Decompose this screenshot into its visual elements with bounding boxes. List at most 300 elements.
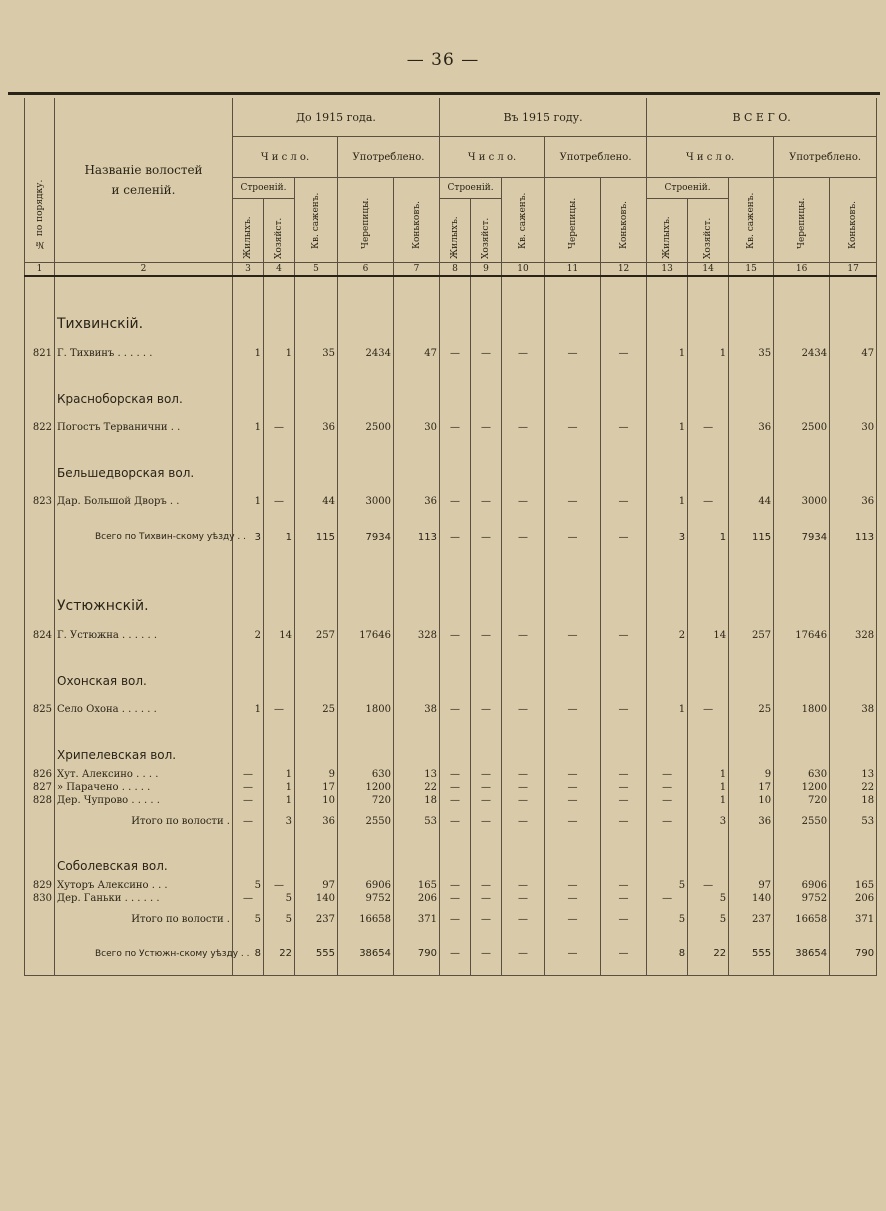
column-number: 11 [545, 263, 601, 277]
value-cell: 5 [688, 905, 729, 933]
sub-header: Коньковъ. [601, 178, 647, 263]
value-cell: — [545, 412, 601, 442]
page-number: — 36 — [406, 50, 480, 70]
settlement-name: Дар. Большой Дворъ . . [55, 486, 233, 516]
value-cell: — [601, 516, 647, 558]
empty-cell [295, 558, 338, 620]
column-number: 14 [688, 263, 729, 277]
value-cell: 38654 [338, 933, 394, 975]
empty-cell [729, 442, 774, 486]
empty-cell [394, 650, 440, 694]
empty-cell [471, 724, 502, 768]
empty-cell [830, 835, 877, 879]
value-cell: — [264, 486, 295, 516]
empty-cell [471, 276, 502, 338]
table-row [25, 620, 877, 650]
value-cell: 22 [688, 933, 729, 975]
empty-cell [295, 442, 338, 486]
value-cell: 36 [830, 486, 877, 516]
column-number: 9 [471, 263, 502, 277]
empty-cell [830, 650, 877, 694]
empty-cell [264, 558, 295, 620]
value-cell: — [601, 807, 647, 835]
value-cell: — [545, 933, 601, 975]
subtotal-row [25, 905, 877, 933]
value-cell: 30 [394, 412, 440, 442]
value-cell: 30 [830, 412, 877, 442]
value-cell: 237 [729, 905, 774, 933]
value-cell: — [601, 412, 647, 442]
empty-cell [440, 276, 471, 338]
value-cell: 36 [394, 486, 440, 516]
value-cell: — [688, 879, 729, 892]
value-cell: — [471, 892, 502, 905]
empty-cell [233, 650, 264, 694]
empty-cell [471, 650, 502, 694]
upotrebleno-header: Употреблено. [545, 137, 647, 178]
empty-cell [774, 650, 830, 694]
empty-cell [338, 650, 394, 694]
value-cell: — [233, 794, 264, 807]
value-cell: — [471, 694, 502, 724]
table-row [25, 794, 877, 807]
empty-cell [394, 558, 440, 620]
empty-cell [440, 558, 471, 620]
value-cell: — [601, 768, 647, 781]
value-cell: 1 [647, 694, 688, 724]
empty-cell [295, 368, 338, 412]
value-cell: 5 [647, 905, 688, 933]
column-number: 5 [295, 263, 338, 277]
value-cell: — [502, 338, 545, 368]
empty-cell [647, 724, 688, 768]
empty-cell [830, 442, 877, 486]
empty-cell [601, 276, 647, 338]
empty-cell [729, 650, 774, 694]
value-cell: — [440, 516, 471, 558]
stroeniy-header: Строеній. [440, 178, 502, 199]
group-header-before-1915: До 1915 года. [233, 98, 440, 137]
table-row [25, 412, 877, 442]
value-cell: — [440, 933, 471, 975]
row-index [25, 905, 55, 933]
value-cell: 25 [729, 694, 774, 724]
empty-cell [830, 368, 877, 412]
value-cell: — [688, 486, 729, 516]
row-index: 828 [25, 794, 55, 807]
column-number: 2 [55, 263, 233, 277]
index-column-header: № по порядку. [25, 98, 55, 263]
settlement-name: Дер. Чупрово . . . . . [55, 794, 233, 807]
value-cell: — [601, 694, 647, 724]
value-cell: 7934 [338, 516, 394, 558]
value-cell: 1 [688, 768, 729, 781]
value-cell: 44 [729, 486, 774, 516]
value-cell: 8 [647, 933, 688, 975]
value-cell: — [440, 694, 471, 724]
value-cell: 13 [830, 768, 877, 781]
value-cell: 2 [233, 620, 264, 650]
upotrebleno-header: Употреблено. [774, 137, 877, 178]
sub-header: Кв. саженъ. [729, 178, 774, 263]
row-index: 822 [25, 412, 55, 442]
group-header-in-1915: Въ 1915 году. [440, 98, 647, 137]
value-cell: 2434 [338, 338, 394, 368]
empty-cell [502, 442, 545, 486]
empty-cell [440, 368, 471, 412]
empty-cell [601, 558, 647, 620]
value-cell: — [233, 892, 264, 905]
value-cell: 790 [830, 933, 877, 975]
value-cell: 2500 [338, 412, 394, 442]
value-cell: 3 [264, 807, 295, 835]
value-cell: 113 [830, 516, 877, 558]
empty-cell [338, 442, 394, 486]
sub-header: Жилыхъ. [233, 199, 264, 263]
empty-cell [233, 835, 264, 879]
value-cell: 44 [295, 486, 338, 516]
settlement-name: Хуторъ Алексино . . . [55, 879, 233, 892]
table-row [25, 892, 877, 905]
value-cell: 1 [688, 794, 729, 807]
value-cell: 2550 [774, 807, 830, 835]
subtotal-row [25, 807, 877, 835]
table-row [25, 486, 877, 516]
uezd-total-label: Всего по Тихвин-скому уѣзду . . [55, 516, 233, 558]
sub-header: Коньковъ. [394, 178, 440, 263]
value-cell: 115 [729, 516, 774, 558]
value-cell: — [601, 794, 647, 807]
empty-cell [25, 558, 55, 620]
empty-cell [774, 558, 830, 620]
value-cell: 237 [295, 905, 338, 933]
value-cell: 35 [295, 338, 338, 368]
empty-cell [394, 835, 440, 879]
value-cell: 257 [295, 620, 338, 650]
value-cell: — [545, 807, 601, 835]
column-number: 8 [440, 263, 471, 277]
value-cell: — [601, 933, 647, 975]
stroeniy-header: Строеній. [647, 178, 729, 199]
value-cell: 371 [394, 905, 440, 933]
row-index: 830 [25, 892, 55, 905]
column-number: 4 [264, 263, 295, 277]
value-cell: 3000 [338, 486, 394, 516]
value-cell: — [471, 905, 502, 933]
empty-cell [601, 835, 647, 879]
empty-cell [440, 724, 471, 768]
value-cell: 790 [394, 933, 440, 975]
value-cell: 1 [233, 412, 264, 442]
total-row [25, 933, 877, 975]
volost-subtotal-label: Итого по волости . [55, 807, 233, 835]
empty-cell [502, 276, 545, 338]
column-number-row [25, 263, 877, 277]
value-cell: — [545, 781, 601, 794]
stroeniy-header: Строеній. [233, 178, 295, 199]
volost-heading: Охонская вол. [55, 650, 233, 694]
empty-cell [25, 442, 55, 486]
empty-cell [647, 835, 688, 879]
empty-cell [394, 368, 440, 412]
sub-header: Черепицы. [338, 178, 394, 263]
empty-cell [830, 276, 877, 338]
empty-cell [545, 835, 601, 879]
empty-cell [338, 558, 394, 620]
total-row [25, 516, 877, 558]
value-cell: 10 [295, 794, 338, 807]
empty-cell [233, 558, 264, 620]
value-cell: 14 [264, 620, 295, 650]
empty-cell [774, 368, 830, 412]
empty-cell [774, 724, 830, 768]
value-cell: 1200 [338, 781, 394, 794]
chislo-header: Ч и с л о. [233, 137, 338, 178]
empty-cell [264, 724, 295, 768]
value-cell: — [471, 486, 502, 516]
value-cell: 206 [830, 892, 877, 905]
value-cell: 17646 [338, 620, 394, 650]
value-cell: 25 [295, 694, 338, 724]
value-cell: 53 [830, 807, 877, 835]
value-cell: 22 [264, 933, 295, 975]
empty-cell [545, 368, 601, 412]
sub-header: Кв. саженъ. [502, 178, 545, 263]
empty-cell [233, 368, 264, 412]
value-cell: 2550 [338, 807, 394, 835]
value-cell: — [502, 516, 545, 558]
value-cell: 555 [295, 933, 338, 975]
group-header-total: В С Е Г О. [647, 98, 877, 137]
value-cell: 1 [688, 516, 729, 558]
empty-cell [471, 835, 502, 879]
vol-row [25, 724, 877, 768]
empty-cell [601, 724, 647, 768]
value-cell: — [647, 807, 688, 835]
empty-cell [295, 835, 338, 879]
empty-cell [264, 276, 295, 338]
settlement-name: Дер. Ганьки . . . . . . [55, 892, 233, 905]
value-cell: — [471, 807, 502, 835]
empty-cell [233, 276, 264, 338]
empty-cell [338, 835, 394, 879]
value-cell: — [601, 620, 647, 650]
settlement-name: Хут. Алексино . . . . [55, 768, 233, 781]
empty-cell [502, 368, 545, 412]
value-cell: 720 [338, 794, 394, 807]
value-cell: 7934 [774, 516, 830, 558]
empty-cell [601, 368, 647, 412]
value-cell: — [471, 412, 502, 442]
empty-cell [25, 368, 55, 412]
chislo-header: Ч и с л о. [440, 137, 545, 178]
value-cell: — [264, 879, 295, 892]
uezd-row [25, 558, 877, 620]
value-cell: 22 [394, 781, 440, 794]
value-cell: — [502, 486, 545, 516]
column-number: 7 [394, 263, 440, 277]
uezd-total-label: Всего по Устюжн-скому уѣзду . . [55, 933, 233, 975]
value-cell: 14 [688, 620, 729, 650]
value-cell: 1 [264, 338, 295, 368]
empty-cell [440, 650, 471, 694]
value-cell: — [545, 768, 601, 781]
sub-header: Хозяйст. [471, 199, 502, 263]
value-cell: 140 [295, 892, 338, 905]
column-number: 3 [233, 263, 264, 277]
empty-cell [440, 442, 471, 486]
value-cell: 3 [233, 516, 264, 558]
table-row [25, 879, 877, 892]
settlement-name: » Парачено . . . . . [55, 781, 233, 794]
empty-cell [729, 835, 774, 879]
row-index [25, 807, 55, 835]
sub-header: Хозяйст. [264, 199, 295, 263]
upotrebleno-header: Употреблено. [338, 137, 440, 178]
empty-cell [830, 558, 877, 620]
column-number: 17 [830, 263, 877, 277]
empty-cell [601, 442, 647, 486]
statistics-table [24, 98, 877, 976]
row-index: 829 [25, 879, 55, 892]
value-cell: 17 [729, 781, 774, 794]
empty-cell [394, 724, 440, 768]
table-row [25, 768, 877, 781]
value-cell: — [233, 807, 264, 835]
value-cell: — [502, 905, 545, 933]
value-cell: 53 [394, 807, 440, 835]
empty-cell [647, 558, 688, 620]
value-cell: 47 [830, 338, 877, 368]
empty-cell [440, 835, 471, 879]
volost-heading: Красноборская вол. [55, 368, 233, 412]
value-cell: — [264, 694, 295, 724]
empty-cell [774, 835, 830, 879]
empty-cell [774, 442, 830, 486]
sub-header: Коньковъ. [830, 178, 877, 263]
empty-cell [394, 276, 440, 338]
value-cell: — [688, 694, 729, 724]
value-cell: — [502, 694, 545, 724]
sub-header: Кв. саженъ. [295, 178, 338, 263]
value-cell: 1 [688, 781, 729, 794]
value-cell: — [471, 933, 502, 975]
empty-cell [264, 368, 295, 412]
value-cell: 165 [830, 879, 877, 892]
column-number: 13 [647, 263, 688, 277]
vol-row [25, 368, 877, 412]
value-cell: — [440, 879, 471, 892]
value-cell: 6906 [774, 879, 830, 892]
empty-cell [264, 835, 295, 879]
empty-cell [688, 442, 729, 486]
empty-cell [502, 724, 545, 768]
empty-cell [647, 368, 688, 412]
value-cell: 9752 [338, 892, 394, 905]
value-cell: 2 [647, 620, 688, 650]
uezd-heading: Тихвинскій. [55, 276, 233, 338]
value-cell: — [688, 412, 729, 442]
value-cell: — [601, 905, 647, 933]
empty-cell [688, 835, 729, 879]
value-cell: — [440, 338, 471, 368]
value-cell: 257 [729, 620, 774, 650]
table-row [25, 694, 877, 724]
empty-cell [502, 650, 545, 694]
value-cell: — [471, 620, 502, 650]
empty-cell [233, 442, 264, 486]
value-cell: — [545, 620, 601, 650]
value-cell: 18 [830, 794, 877, 807]
vol-row [25, 442, 877, 486]
value-cell: 6906 [338, 879, 394, 892]
value-cell: 36 [295, 807, 338, 835]
settlement-name: Погостъ Терванични . . [55, 412, 233, 442]
empty-cell [647, 650, 688, 694]
volost-heading: Соболевская вол. [55, 835, 233, 879]
value-cell: 1 [647, 486, 688, 516]
value-cell: 1 [264, 516, 295, 558]
value-cell: 1800 [774, 694, 830, 724]
row-index: 823 [25, 486, 55, 516]
value-cell: 328 [830, 620, 877, 650]
value-cell: 720 [774, 794, 830, 807]
empty-cell [295, 650, 338, 694]
empty-cell [545, 442, 601, 486]
value-cell: 3 [688, 807, 729, 835]
value-cell: 555 [729, 933, 774, 975]
column-number: 10 [502, 263, 545, 277]
value-cell: — [440, 768, 471, 781]
empty-cell [25, 276, 55, 338]
value-cell: 1 [264, 781, 295, 794]
value-cell: 36 [729, 412, 774, 442]
top-rule [8, 92, 880, 95]
value-cell: 2500 [774, 412, 830, 442]
value-cell: 5 [264, 905, 295, 933]
value-cell: — [647, 768, 688, 781]
value-cell: 115 [295, 516, 338, 558]
empty-cell [688, 276, 729, 338]
empty-cell [688, 650, 729, 694]
sub-header: Хозяйст. [688, 199, 729, 263]
value-cell: 97 [729, 879, 774, 892]
value-cell: 5 [233, 879, 264, 892]
value-cell: — [601, 781, 647, 794]
value-cell: — [502, 879, 545, 892]
column-number: 6 [338, 263, 394, 277]
settlement-name: Село Охона . . . . . . [55, 694, 233, 724]
empty-cell [729, 276, 774, 338]
value-cell: — [502, 412, 545, 442]
empty-cell [688, 558, 729, 620]
value-cell: 1 [233, 694, 264, 724]
value-cell: 3 [647, 516, 688, 558]
empty-cell [647, 276, 688, 338]
value-cell: — [601, 892, 647, 905]
row-index: 821 [25, 338, 55, 368]
value-cell: — [471, 794, 502, 807]
value-cell: 9752 [774, 892, 830, 905]
table-row [25, 338, 877, 368]
empty-cell [688, 368, 729, 412]
value-cell: 165 [394, 879, 440, 892]
value-cell: 630 [774, 768, 830, 781]
empty-cell [774, 276, 830, 338]
empty-cell [688, 724, 729, 768]
empty-cell [647, 442, 688, 486]
column-number: 1 [25, 263, 55, 277]
